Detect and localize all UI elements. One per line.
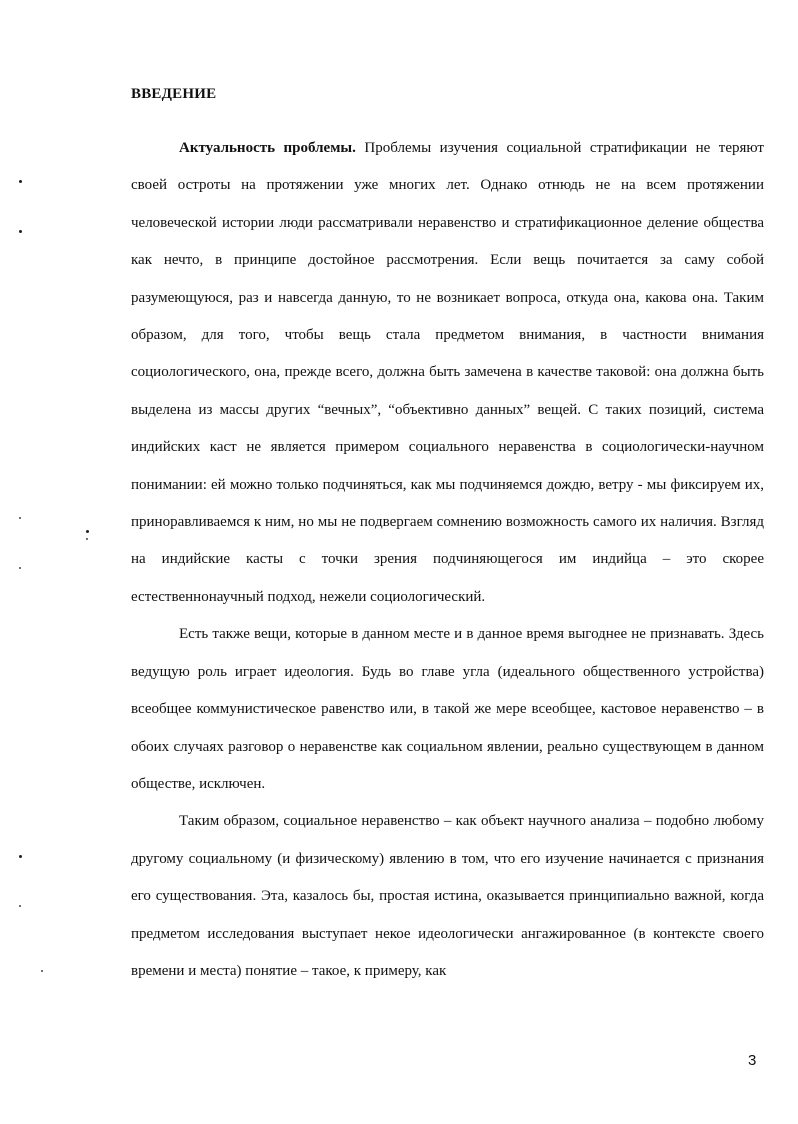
paragraph-2 [131, 616, 764, 803]
scan-speck [86, 530, 89, 533]
paragraph-text: Проблемы изучения социальной стратификации не теряют своей остроты на протяжении уже многих лет. Однако отнюдь не на всем протяжении человеческой истории люди рассматривали неравенство и стратификационное деление общества как нечто, в принципе достойное рассмотрения. Если вещь почитается за саму собой разумеющуюся, раз и навсегда данную, то не возникает вопроса, откуда она, какова она. Таким образом, для того, чтобы вещь стала предметом внимания, в частности внимания социологического, она, прежде всего, должна быть замечена в качестве таковой: она должна быть выделена из массы других “вечных”, “объективно данных” вещей. С таких позиций, система индийских каст не является примером социального неравенства в социологически-научном понимании: ей можно только подчиняться, как мы подчиняемся дождю, ветру - мы фиксируем их, приноравливаемся к ним, но мы не подвергаем сомнению возможность самого их наличия. Взгляд на индийские касты с точки зрения подчиняющегося им индийца – это скорее естественнонаучный подход, нежели социологический. [131, 140, 764, 605]
paragraph-1 [131, 130, 764, 616]
page-number: 3 [748, 1052, 757, 1069]
scan-speck [19, 180, 22, 183]
scan-speck [19, 567, 21, 569]
body-text [131, 130, 764, 990]
scan-speck [19, 905, 21, 907]
scan-speck [19, 855, 22, 858]
scan-speck [86, 538, 88, 540]
paragraph-text: Есть также вещи, которые в данном месте и в данное время выгоднее не признавать. Здесь ведущую роль играет идеология. Будь во главе угла (идеального общественного устройства) всеобщее коммунистическое равенство или, в такой же мере всеобщее, кастовое неравенство – в обоих случаях разговор о неравенстве как социальном явлении, реально существующем в данном обществе, исключен. [131, 626, 764, 792]
paragraph-text: Таким образом, социальное неравенство – как объект научного анализа – подобно любому другому социальному (и физическому) явлению в том, что его изучение начинается с признания его существования. Эта, казалось бы, простая истина, оказывается принципиально важной, когда предметом исследования выступает некое идеологически ангажированное (в контексте своего времени и места) понятие – такое, к примеру, как [131, 813, 764, 979]
scan-speck [41, 970, 43, 972]
scan-speck [19, 517, 21, 519]
section-heading: ВВЕДЕНИЕ [131, 86, 217, 102]
paragraph-lead: Актуальность проблемы. [179, 140, 356, 156]
paragraph-3 [131, 803, 764, 990]
scan-speck [19, 230, 22, 233]
